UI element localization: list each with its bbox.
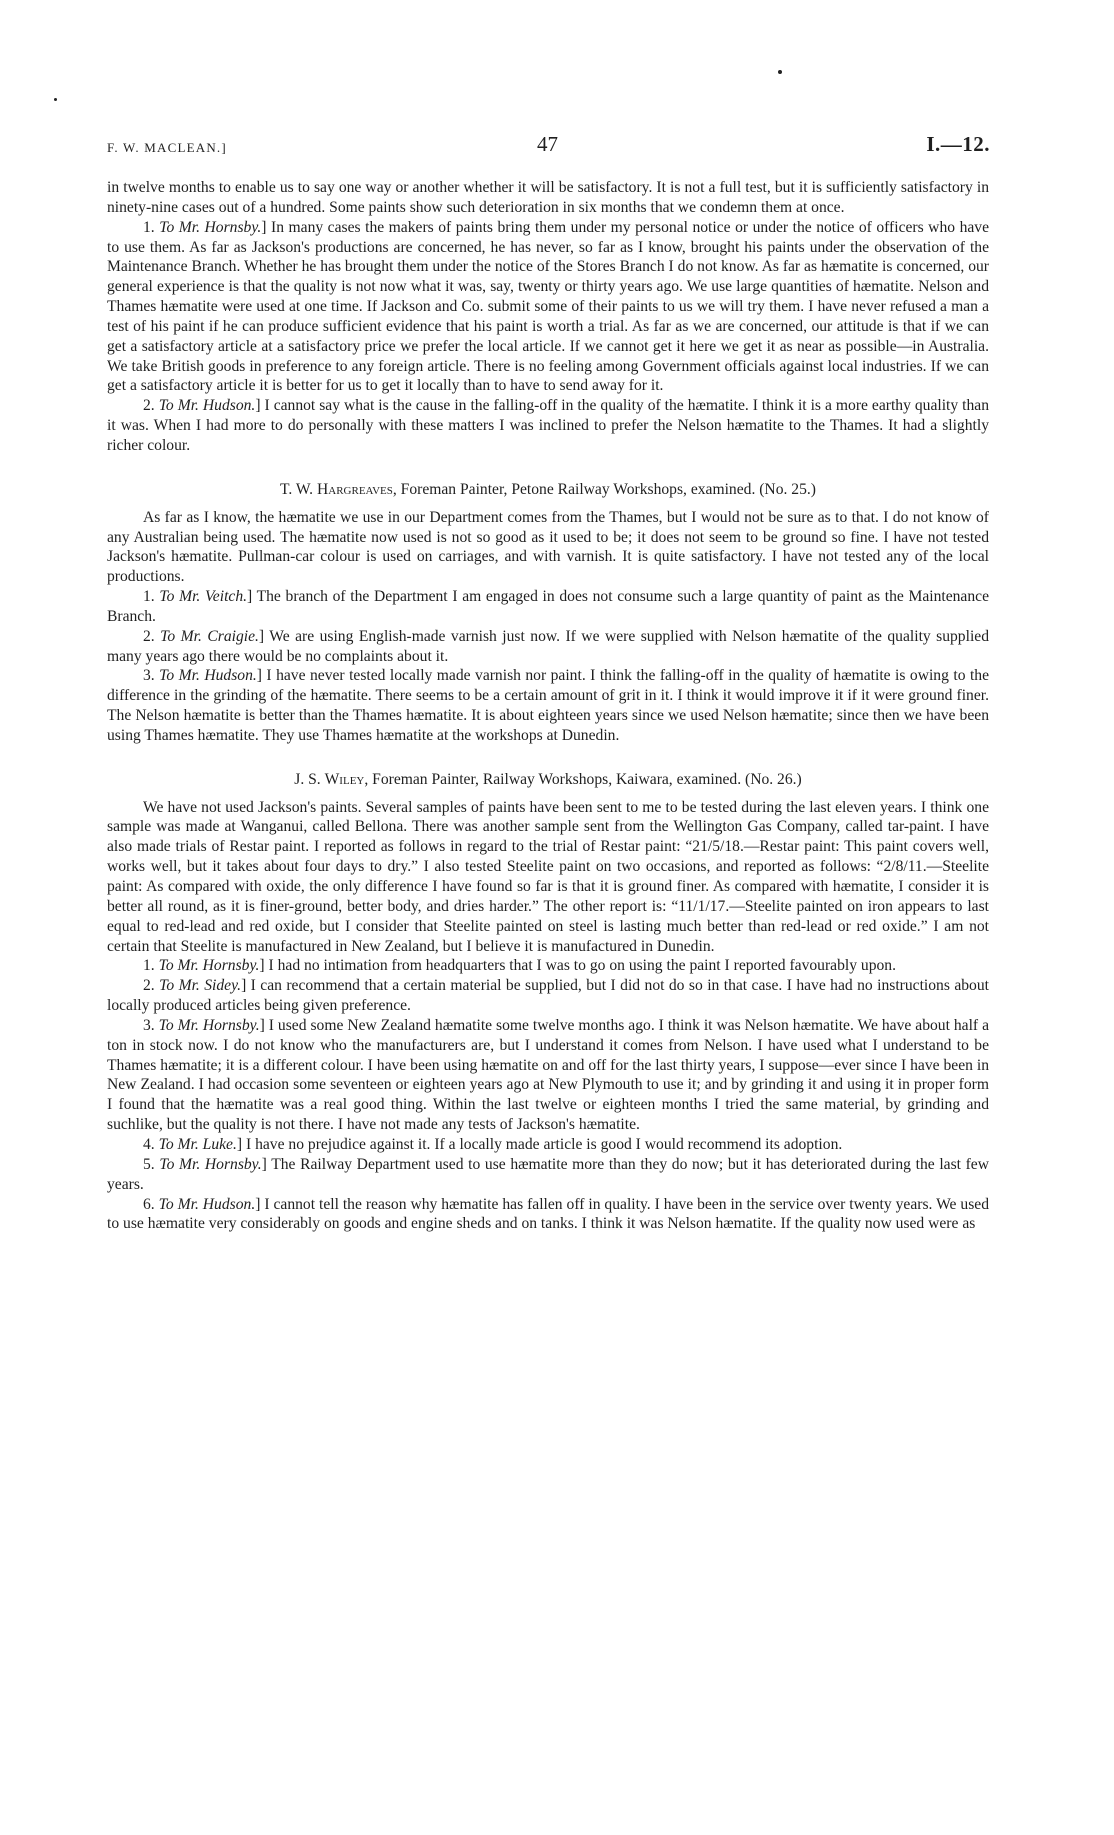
paragraph-text: ] The Railway Department used to use hæmatite more than they do now; but it has deteriorated during the last few years. [107, 1155, 989, 1193]
paragraph [107, 976, 989, 1016]
question-number: 5. [143, 1155, 155, 1173]
paragraph-text: We have not used Jackson's paints. Several samples of paints have been sent to me to be tested during the last eleven years. I think one sample was made at Wanganui, called Bellona. There was another sample sent from the Wellington Gas Company, called tar-paint. I have also made trials of Restar paint. I reported as follows in regard to the trial of Restar paint: “21/5/18.—Restar paint: This paint covers well, works well, but it takes about four days to dry.” I also tested Steelite paint on two occasions, and reported as follows: “2/8/11.—Steelite paint: As compared with oxide, the only difference I have found so far is that it is ground finer. As compared with hæmatite, I consider it is better all round, as it is finer-ground, better body, and dries harder.” The other report is: “11/1/17.—Steelite painted on iron appears to last equal to red-lead and red oxide, but I consider that Steelite painted on steel is lasting much better than red-lead or red oxide.” I am not certain that Steelite is manufactured in New Zealand, but I believe it is manufactured in Dunedin. [107, 798, 989, 955]
speck-mark [778, 70, 782, 74]
paragraph-text: ] I can recommend that a certain material be supplied, but I did not do so in that case. I have had no instructions about locally produced articles being given preference. [107, 977, 989, 1015]
question-number: 6. [143, 1195, 155, 1213]
questioner: To Mr. Luke. [158, 1135, 237, 1153]
witness-description: , Foreman Painter, Railway Workshops, Kaiwara, examined. (No. 26.) [364, 770, 802, 788]
questioner: To Mr. Hornsby. [159, 1155, 262, 1173]
header-witness-name: F. W. MACLEAN.] [107, 140, 227, 155]
questioner: To Mr. Hornsby. [158, 957, 260, 975]
paragraph-text: ] I cannot tell the reason why hæmatite has fallen off in quality. I have been in the service over twenty years. We used to use hæmatite very considerably on goods and engine sheds and on tanks. I think it was Nelson hæmatite. If the quality now used were as [107, 1195, 989, 1233]
witness-description: , Foreman Painter, Petone Railway Workshops, examined. (No. 25.) [392, 480, 816, 498]
paragraph-text: ] I cannot say what is the cause in the falling-off in the quality of the hæmatite. I think it is a more earthy quality than it was. When I had more to do personally with these matters I was inclined to prefer the Nelson hæmatite to the Thames. It had a slightly richer colour. [107, 397, 989, 454]
paragraph [107, 666, 989, 745]
paragraph-text: ] In many cases the makers of paints bring them under my personal notice or under the notice of officers who have to use them. As far as Jackson's productions are concerned, he has never, so far as I know, brought his paints under the observation of the Maintenance Branch. Whether he has brought them under the notice of the Stores Branch I do not know. As far as hæmatite is concerned, our general experience is that the quality is not now what it was, say, twenty or thirty years ago. We use large quantities of hæmatite. Nelson and Thames hæmatite were used at one time. If Jackson and Co. submit some of their paints to us we will try them. I have never refused a man a test of his paint if he can produce sufficient evidence that his paint is worth a trial. As far as we are concerned, our attitude is that if we can get a satisfactory article at a satisfactory price we prefer the local article. If we cannot get it here we get it as near as possible—in Australia. We take British goods in preference to any foreign article. There is no feeling among Government officials against local industries. If we can get a satisfactory article it is better for us to get it locally than to have to send away for it. [107, 218, 989, 395]
paragraph [107, 1016, 989, 1135]
paragraph [107, 396, 989, 456]
question-number: 1. [143, 588, 155, 606]
question-number: 3. [143, 667, 155, 685]
body-text [107, 178, 989, 1234]
paragraph [107, 178, 989, 218]
document-reference: I.—12. [926, 132, 990, 156]
question-number: 1. [143, 957, 155, 975]
paragraph-text: ] I had no intimation from headquarters that I was to go on using the paint I reported favourably upon. [259, 957, 897, 975]
questioner: To Mr. Craigie. [160, 627, 259, 645]
paragraph-text: ] I used some New Zealand hæmatite some twelve months ago. I think it was Nelson hæmatite. We have about half a ton in stock now. I do not know who the manufacturers are, but I understand it comes from Nelson. I have used what I understand to be Thames hæmatite; it is a different colour. I have been using hæmatite on and off for the last thirty years, I suppose—ever since I have been in New Zealand. I had occasion some seventeen or eighteen years ago at New Plymouth to use it; and by grinding it and using it in proper form I found that the hæmatite was a real good thing. Within the last twelve or eighteen months I tried the same material, by grinding and suchlike, but the quality is not there. I have not made any tests of Jackson's hæmatite. [107, 1016, 990, 1134]
question-number: 3. [143, 1016, 155, 1034]
questioner: To Mr. Sidey. [159, 977, 242, 995]
witness-initials: T. W. [280, 480, 314, 498]
paragraph [107, 1195, 989, 1235]
paragraph-text: ] The branch of the Department I am engaged in does not consume such a large quantity of paint as the Maintenance Branch. [107, 588, 989, 625]
witness-surname: Wiley [324, 770, 365, 788]
paragraph-text: ] I have never tested locally made varnish nor paint. I think the falling-off in the quality of hæmatite is owing to the difference in the grinding of the hæmatite. There seems to be a certain amount of grit in it. I think it would improve it if it were ground finer. The Nelson hæmatite is better than the Thames hæmatite. It is about eighteen years since we used Nelson hæmatite; since then we have been using Thames hæmatite. They use Thames hæmatite at the workshops at Dunedin. [107, 667, 989, 744]
witness-heading [107, 770, 989, 790]
paragraph [107, 798, 989, 957]
paragraph-text: ] We are using English-made varnish just now. If we were supplied with Nelson hæmatite of the quality supplied many years ago there would be no complaints about it. [107, 627, 989, 665]
paragraph-text: As far as I know, the hæmatite we use in our Department comes from the Thames, but I would not be sure as to that. I do not know of any Australian being used. The hæmatite now used is not so good as it used to be; it does not seem to be ground so fine. I have not tested Jackson's hæmatite. Pullman-car colour is used on carriages, and with varnish. It is quite satisfactory. I have not tested any of the local productions. [107, 508, 989, 586]
questioner: To Mr. Hornsby. [159, 218, 262, 236]
page-number: 47 [537, 132, 558, 156]
speck-mark [54, 98, 57, 101]
question-number: 2. [143, 397, 155, 415]
paragraph [107, 218, 989, 397]
questioner: To Mr. Veitch. [159, 588, 248, 606]
paragraph [107, 627, 989, 667]
paragraph [107, 956, 989, 976]
page-header [105, 132, 990, 162]
questioner: To Mr. Hudson. [158, 1195, 256, 1213]
paragraph-text: in twelve months to enable us to say one way or another whether it will be satisfactory. It is not a full test, but it is sufficiently satisfactory in ninety-nine cases out of a hundred. Some paints show such deterioration in six months that we condemn them at once. [107, 179, 989, 216]
paragraph [107, 1135, 989, 1155]
question-number: 2. [143, 977, 155, 995]
questioner: To Mr. Hudson. [159, 667, 257, 685]
witness-surname: Hargreaves [317, 480, 393, 498]
question-number: 4. [143, 1135, 155, 1153]
questioner: To Mr. Hudson. [158, 397, 256, 415]
paragraph [107, 587, 989, 627]
questioner: To Mr. Hornsby. [158, 1016, 260, 1034]
paragraph-text: ] I have no prejudice against it. If a locally made article is good I would recommend its adoption. [236, 1135, 843, 1153]
paragraph [107, 1155, 989, 1195]
question-number: 2. [143, 627, 155, 645]
paragraph [107, 508, 989, 587]
question-number: 1. [143, 218, 155, 236]
witness-heading [107, 480, 989, 500]
witness-initials: J. S. [294, 770, 321, 788]
